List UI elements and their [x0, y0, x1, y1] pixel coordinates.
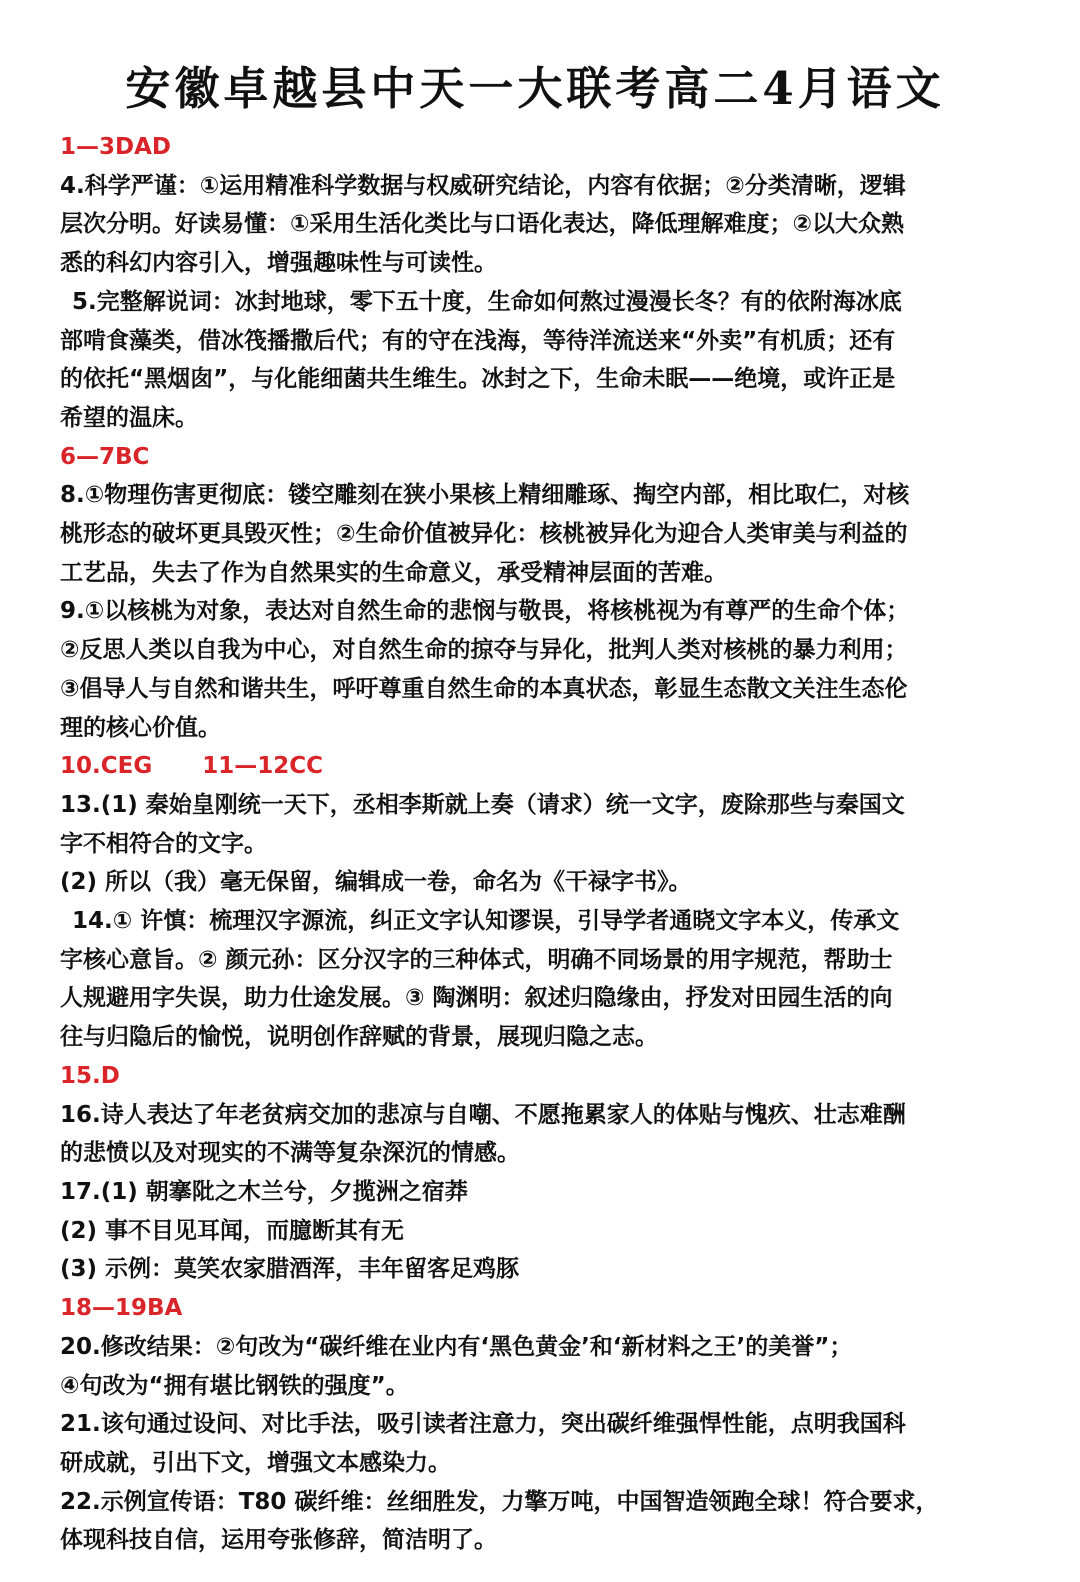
answer-text-line: (2) 所以（我）毫无保留，编辑成一卷，命名为《干禄字书》。 [60, 869, 692, 896]
page-title: 安徽卓越县中天一大联考高二4月语文 [125, 62, 945, 115]
answer-text-line: 13.(1) 秦始皇刚统一天下，丞相李斯就上奏（请求）统一文字，废除那些与秦国文 [60, 791, 905, 818]
answer-key: 15.D [60, 1062, 120, 1089]
answer-text-line: 悉的科幻内容引入，增强趣味性与可读性。 [60, 250, 497, 277]
answer-text-line: 22.示例宣传语：T80 碳纤维：丝细胜发，力擎万吨，中国智造领跑全球！符合要求， [60, 1488, 939, 1515]
answer-text-line: 21.该句通过设问、对比手法，吸引读者注意力，突出碳纤维强悍性能，点明我国科 [60, 1411, 906, 1438]
answer-text-line: 20.修改结果：②句改为“碳纤维在业内有‘黑色黄金’和‘新材料之王’的美誉”； [60, 1333, 853, 1360]
answer-text-line: 14.① 许慎：梳理汉字源流，纠正文字认知谬误，引导学者通晓文字本义，传承文 [72, 908, 900, 935]
answer-text-line: 往与归隐后的愉悦，说明创作辞赋的背景，展现归隐之志。 [60, 1024, 658, 1051]
answer-text-line: (2) 事不目见耳闻，而臆断其有无 [60, 1217, 405, 1244]
answer-text-line: 的悲愤以及对现实的不满等复杂深沉的情感。 [60, 1140, 520, 1167]
answer-key-line [60, 1057, 1010, 1096]
answer-text-line: 9.①以核桃为对象，表达对自然生命的悲悯与敬畏，将核桃视为有尊严的生命个体； [60, 598, 910, 625]
answer-text-line: ③倡导人与自然和谐共生，呼吁尊重自然生命的本真状态，彰显生态散文关注生态伦 [60, 675, 908, 702]
answer-text-line: 字不相符合的文字。 [60, 830, 267, 857]
answer-text-line: 部啃食藻类，借冰筏播撒后代；有的守在浅海，等待洋流送来“外卖”有机质；还有 [60, 327, 896, 354]
answer-text-line: 人规避用字失误，助力仕途发展。③ 陶渊明：叙述归隐缘由，抒发对田园生活的向 [60, 985, 893, 1012]
answer-key-line [60, 438, 1010, 477]
answer-key-line [60, 747, 1010, 786]
answer-key: 1—3DAD [60, 134, 171, 160]
answer-text-line: 希望的温床。 [60, 404, 198, 431]
answer-text-line: 研成就，引出下文，增强文本感染力。 [60, 1449, 451, 1476]
answer-text-line: 字核心意旨。② 颜元孙：区分汉字的三种体式，明确不同场景的用字规范，帮助士 [60, 946, 893, 973]
answer-text-line: (3) 示例：莫笑农家腊酒浑，丰年留客足鸡豚 [60, 1256, 520, 1283]
answer-key-line [60, 128, 1010, 167]
answer-key: 10.CEG [60, 753, 153, 780]
answer-text-line: 的依托“黑烟囱”，与化能细菌共生维生。冰封之下，生命未眠——绝境，或许正是 [60, 366, 896, 393]
answer-text-line: 体现科技自信，运用夸张修辞，简洁明了。 [60, 1527, 497, 1554]
answer-key: 6—7BC [60, 443, 150, 470]
answer-key-line [60, 1289, 1010, 1328]
answer-text-line: 4.科学严谨：①运用精准科学数据与权威研究结论，内容有依据；②分类清晰，逻辑 [60, 172, 906, 199]
answer-text-line: ②反思人类以自我为中心，对自然生命的掠夺与异化，批判人类对核桃的暴力利用； [60, 637, 908, 664]
answer-key: 18—19BA [60, 1295, 183, 1322]
answer-text-line: 层次分明。好读易懂：①采用生活化类比与口语化表达，降低理解难度；②以大众熟 [60, 211, 904, 238]
answer-text-line: ④句改为“拥有堪比钢铁的强度”。 [60, 1372, 409, 1399]
answer-text-line: 5.完整解说词：冰封地球，零下五十度，生命如何熬过漫漫长冬？有的依附海冰底 [72, 288, 902, 315]
answer-text-line: 理的核心价值。 [60, 714, 221, 741]
answer-text-line: 桃形态的破坏更具毁灭性；②生命价值被异化：核桃被异化为迎合人类审美与利益的 [60, 521, 908, 548]
answer-text-line: 16.诗人表达了年老贫病交加的悲凉与自嘲、不愿拖累家人的体贴与愧疚、壮志难酬 [60, 1101, 906, 1128]
answer-key: 11—12CC [202, 753, 323, 780]
answer-text-line: 8.①物理伤害更彻底：镂空雕刻在狭小果核上精细雕琢、掏空内部，相比取仁，对核 [60, 482, 910, 509]
answer-content [60, 128, 1010, 1560]
answer-text-line: 17.(1) 朝搴阰之木兰兮，夕揽洲之宿莽 [60, 1178, 468, 1205]
answer-text-line: 工艺品，失去了作为自然果实的生命意义，承受精神层面的苦难。 [60, 559, 727, 586]
